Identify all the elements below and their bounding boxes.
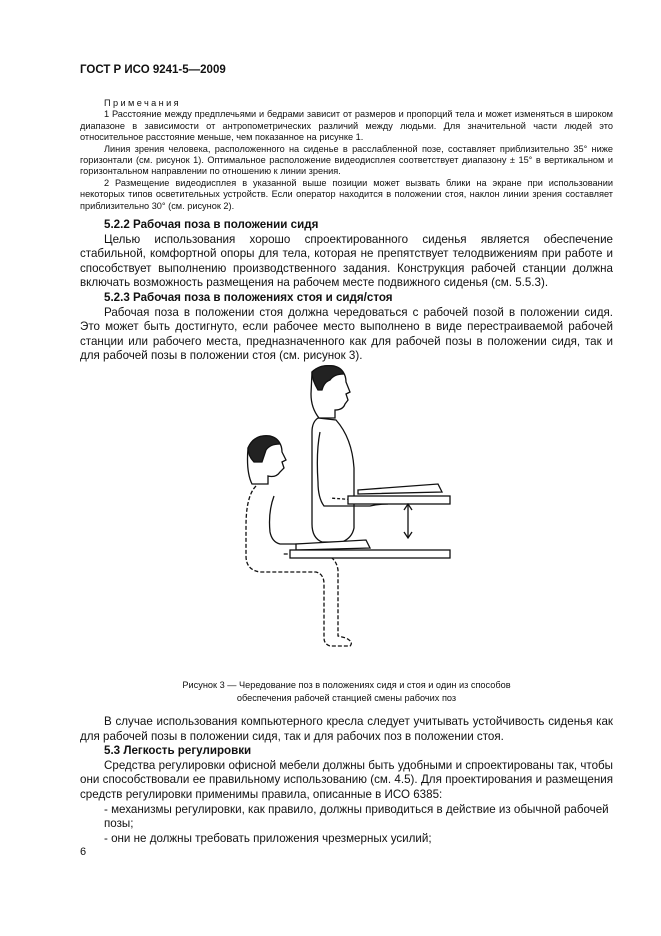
note-paragraph: 1 Расстояние между предплечьями и бедрами зависит от размеров и пропорций тела и может изменяться в широком диапазоне в зависимости от антропометрических различий между людьми. Для значительной части людей это относительное расстояние меньше, чем показанное на рисунке 1.	[80, 109, 613, 143]
caption-line: Рисунок 3 — Чередование поз в положениях сидя и стоя и один из способов	[182, 680, 511, 690]
paragraph: В случае использования компьютерного кресла следует учитывать устойчивость сиденья как для рабочей позы в положении сидя, так и для рабочих поз в положении стоя.	[80, 715, 613, 743]
section-heading: 5.2.3 Рабочая поза в положениях стоя и сидя/стоя	[104, 290, 393, 304]
caption-line: обеспечения рабочей станцией смены рабочих поз	[236, 692, 457, 703]
section-heading: 5.2.2 Рабочая поза в положении сидя	[104, 218, 319, 231]
notes-block	[80, 98, 613, 212]
note-paragraph: 2 Размещение видеодисплея в указанной выше позиции может вызвать блики на экране при использовании некоторых типов осветительных устройств. Если оператор находится в положении стоя, наклон линии зрения составляет приблизительно 30° (см. рисунок 2).	[80, 177, 613, 211]
figure-caption	[80, 679, 613, 704]
document-header: ГОСТ Р ИСО 9241-5—2009	[80, 64, 226, 76]
note-paragraph: Линия зрения человека, расположенного на сиденье в расслабленной позе, составляет приблизительно 35° ниже горизонтали (см. рисунок 1). Оптимальное расположение видеодисплея соответствует диапазону ± 15° в вертикальном и горизонтальном направлении по отношению к линии зрения.	[80, 143, 613, 177]
figure-3-illustration	[230, 360, 470, 670]
standing-desk-drawing	[348, 484, 450, 538]
section-text: Средства регулировки офисной мебели должны быть удобными и спроектированы так, чтобы они способствовали ее правильному использованию (см. 4.5). Для проектирования и размещения средств регулировки применимы правила, описанные в ИСО 6385:	[80, 758, 613, 801]
body-after-figure	[80, 715, 613, 846]
standing-person-drawing	[311, 366, 388, 542]
sections-block	[80, 218, 613, 364]
list-item: - они не должны требовать приложения чрезмерных усилий;	[104, 831, 432, 845]
section-text: Рабочая поза в положении стоя должна чередоваться с рабочей позой в положении сидя. Это может быть достигнуто, если рабочее место выполнено в виде перестраиваемой рабочей станции или рабочего места, предназначенного как для рабочей позы в положении сидя, так и для рабочей позы в положении стоя (см. рисунок 3).	[80, 305, 613, 363]
notes-title: Примечания	[104, 98, 182, 108]
seated-desk-drawing	[290, 540, 450, 558]
list-item: - механизмы регулировки, как правило, должны приводиться в действие из обычной рабочей позы;	[104, 802, 609, 831]
section-text: Целью использования хорошо спроектированного сиденья является обеспечение стабильной, комфортной опоры для тела, которая не препятствует телодвижениям при работе и способствует выполнению производственного задания. Конструкция рабочей станции должна включать возможность размещения на рабочем месте подвижного сиденья (см. 5.5.3).	[80, 232, 613, 290]
section-heading: 5.3 Легкость регулировки	[104, 744, 252, 758]
page-number: 6	[80, 846, 87, 858]
